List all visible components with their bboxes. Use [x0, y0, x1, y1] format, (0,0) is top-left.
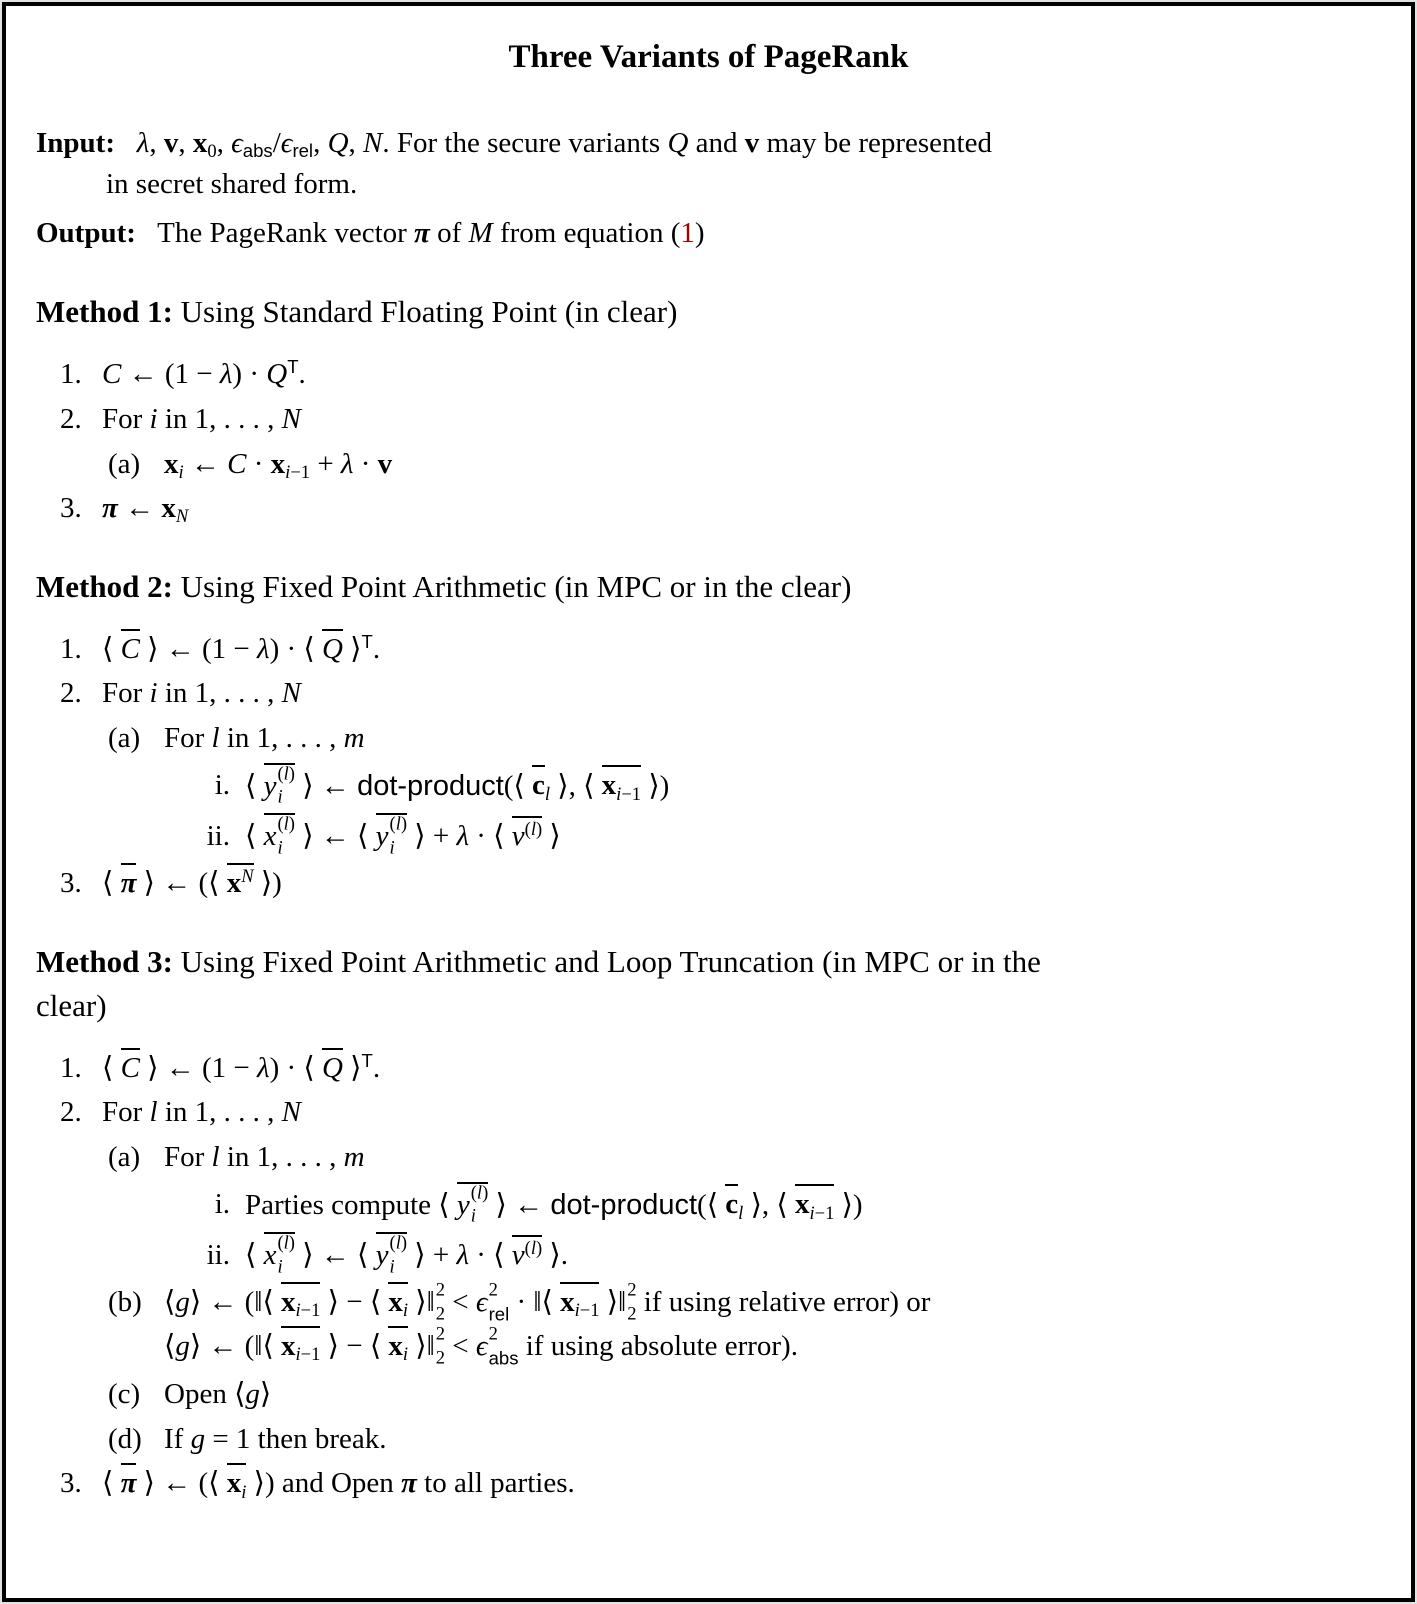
step-label: 3.	[60, 867, 82, 900]
method-2-step	[36, 673, 1381, 714]
step-label: 1.	[60, 358, 82, 391]
input-line: Input: λ, v, $x_0$, $\epsilon_{abs}/\epsilon_{rel}$, Q, N. For the secure variants Q and v may be represented in secret shared form.	[36, 126, 992, 201]
step-content: C ← $(1 - \lambda) \cdot Q^T$.	[102, 356, 306, 391]
step-label: 2.	[60, 1096, 82, 1129]
method-1-step	[36, 354, 1381, 395]
method-3-heading: Method 3: Using Fixed Point Arithmetic and Loop Truncation (in MPC or in the clear)	[36, 943, 1041, 1023]
method-1-step	[36, 444, 1381, 485]
step-content: Parties compute ⟨ y (l) i ⟩ ← dot-product(⟨ $c_l$ ⟩, ⟨ $x_{i-1}$ ⟩)	[245, 1182, 863, 1227]
step-content: ⟨ y (l) i ⟩ ← dot-product(⟨ $c_l$ ⟩, ⟨ $x_{i-1}$ ⟩)	[245, 763, 670, 808]
step-label: 3.	[60, 492, 82, 525]
method-3-step	[36, 1232, 1381, 1278]
method-3-step	[36, 1182, 1381, 1228]
step-content: For l in 1, . . . , m	[164, 1141, 365, 1174]
method-1-step	[36, 488, 1381, 529]
method-2-step	[36, 763, 1381, 809]
step-content: $x_i$ ← $C \cdot x_{i-1} + \lambda \cdot v$	[164, 447, 393, 483]
algorithm-figure-box	[2, 2, 1415, 1602]
step-content: Open ⟨g⟩	[164, 1378, 272, 1411]
step-label: ii.	[206, 819, 230, 852]
figure-title: Three Variants of PageRank	[508, 39, 909, 75]
method-3-step	[36, 1419, 1381, 1460]
step-content: π ← $x_N$	[102, 492, 189, 528]
method-2-heading: Method 2: Using Fixed Point Arithmetic (in MPC or in the clear)	[36, 568, 852, 604]
step-content: ⟨ x (l) i ⟩ ← ⟨ y (l) i ⟩ + λ · ⟨ $v^{(l)}$ ⟩	[245, 813, 561, 859]
method-1-heading: Method 1: Using Standard Floating Point (in clear)	[36, 294, 678, 330]
methods-container	[36, 290, 1381, 1504]
method-3-step	[36, 1137, 1381, 1178]
output-line: Output: The PageRank vector π of M from equation (1)	[36, 217, 705, 250]
step-content: For l in 1, . . . , N	[102, 1096, 302, 1129]
step-label: (d)	[108, 1422, 142, 1455]
step-label: (c)	[108, 1378, 141, 1411]
step-label: (a)	[108, 447, 141, 480]
step-content: ⟨ C ⟩ ← (1 − λ) · ⟨ Q ⟩$^T$.	[102, 630, 381, 665]
step-label: (a)	[108, 722, 141, 754]
method-2-step	[36, 629, 1381, 670]
step-content: ⟨ π ⟩ ← (⟨ $x_i$ ⟩) and Open π to all parties.	[102, 1463, 575, 1504]
step-content: ⟨ π ⟩ ← (⟨ $x^N$ ⟩)	[102, 863, 282, 904]
method-2-step	[36, 863, 1381, 904]
method-3-step	[36, 1279, 1381, 1370]
method-3-step	[36, 1048, 1381, 1089]
step-label: i.	[214, 769, 230, 802]
step-label: ii.	[206, 1238, 230, 1271]
step-content: For i in 1, . . . , N	[102, 403, 302, 436]
step-content: For l in 1, . . . , m	[164, 722, 365, 754]
step-label: 2.	[60, 403, 82, 436]
step-label: (b)	[108, 1286, 142, 1319]
step-content: ⟨ C ⟩ ← (1 − λ) · ⟨ Q ⟩$^T$.	[102, 1049, 381, 1084]
step-label: i.	[214, 1188, 230, 1221]
step-content: ⟨ x (l) i ⟩ ← ⟨ y (l) i ⟩ + λ · ⟨ $v^{(l)}$ ⟩.	[245, 1232, 568, 1278]
step-content: If g = 1 then break.	[164, 1422, 387, 1455]
method-2-step	[36, 718, 1381, 759]
step-label: 2.	[60, 677, 82, 710]
method-3-step	[36, 1463, 1381, 1504]
step-label: 3.	[60, 1467, 82, 1500]
method-2-step	[36, 813, 1381, 859]
step-content: ⟨g⟩ ← (‖⟨ $x_{i-1}$ ⟩ − ⟨ $x_i$ ⟩‖ 2 2 < ϵ 2 rel · ‖⟨ $x_{i-1}$ ⟩‖ 2 2 if using relative error) or ⟨g⟩ ← (‖⟨ $x_{i-1}$ ⟩ − ⟨ $x_i$ ⟩‖ 2 2 < ϵ 2 abs if using absolute error).	[164, 1279, 931, 1369]
step-label: (a)	[108, 1141, 141, 1174]
equation-ref[interactable]: 1	[680, 217, 695, 250]
method-3-step	[36, 1092, 1381, 1133]
method-3-step	[36, 1374, 1381, 1415]
step-label: 1.	[60, 632, 82, 665]
method-1-step	[36, 399, 1381, 440]
io-block	[36, 123, 1381, 255]
step-content: For i in 1, . . . , N	[102, 677, 302, 710]
step-label: 1.	[60, 1051, 82, 1084]
